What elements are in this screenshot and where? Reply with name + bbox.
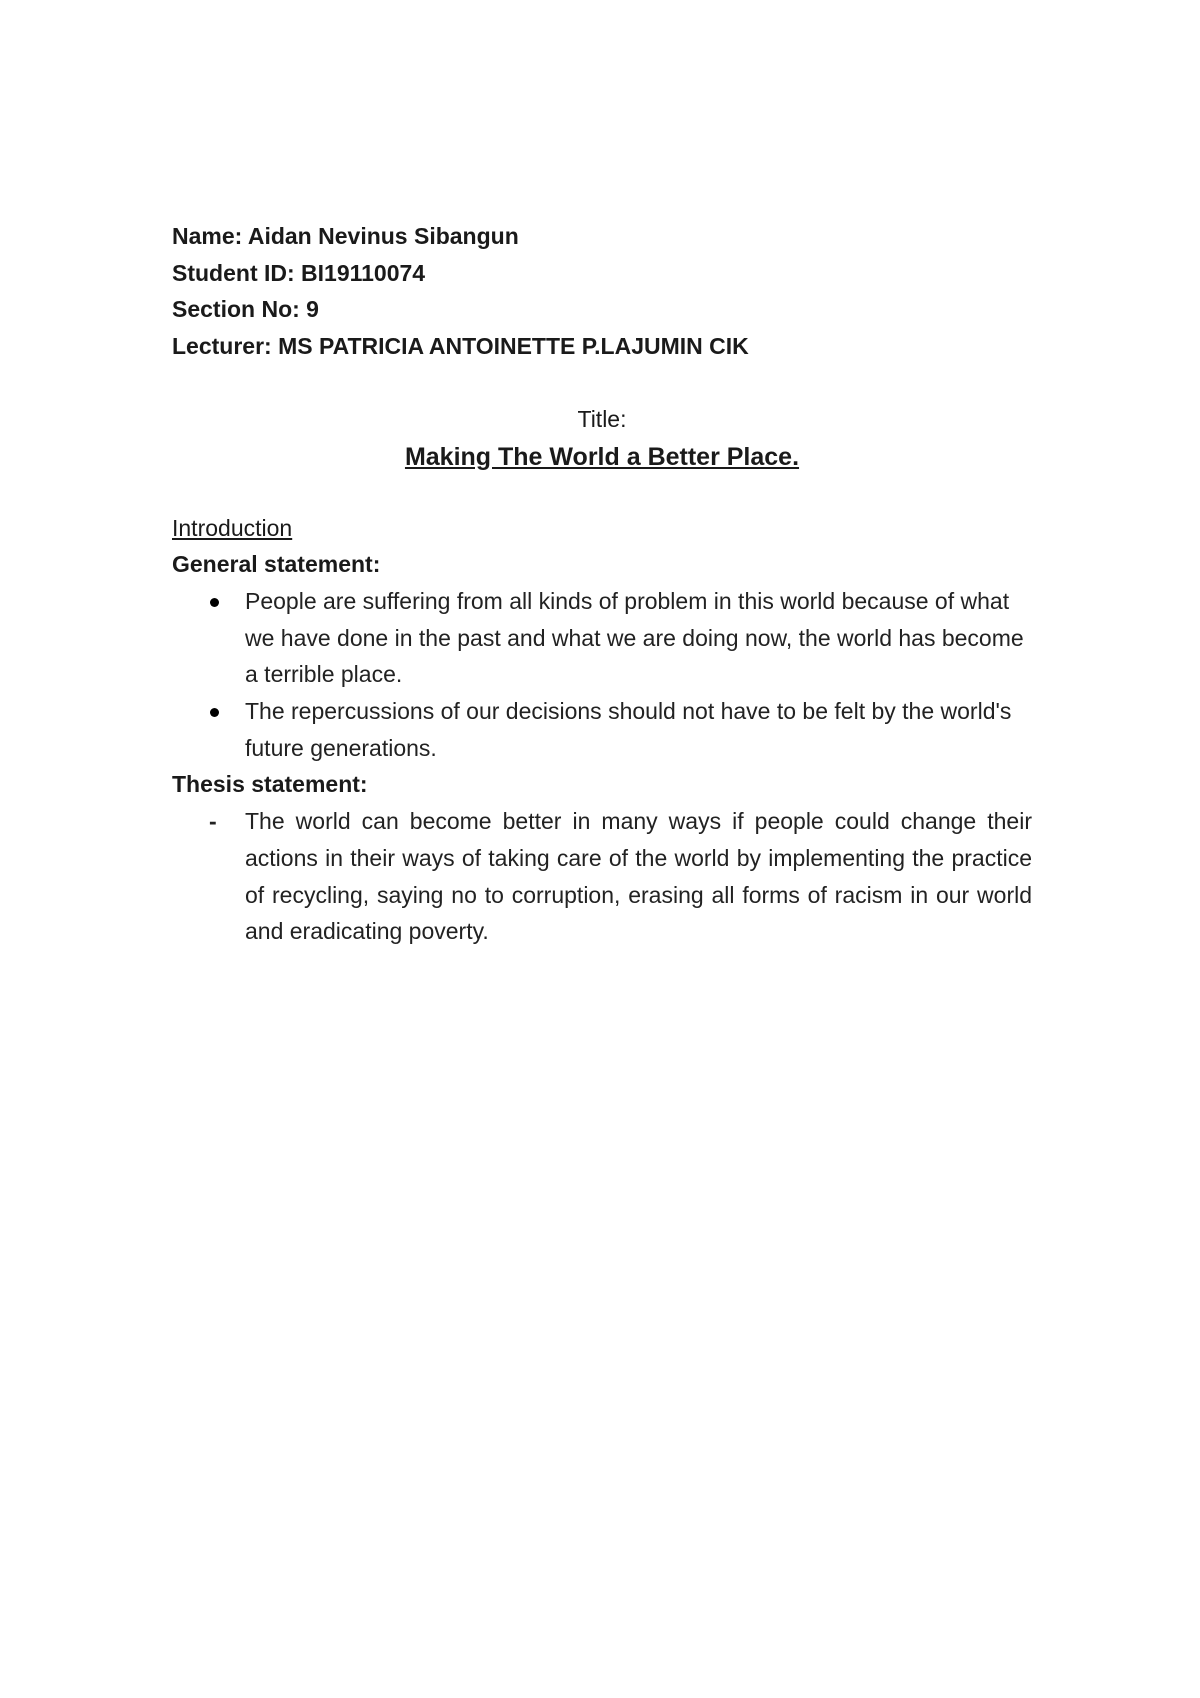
- document-title: Making The World a Better Place.: [404, 442, 800, 471]
- thesis-point-text: The world can become better in many ways if people could change their actions in their ways of taking care of the world by implementing the practice of recycling, saying no to corruption, erasing all forms of racism in our world and eradicating poverty.: [245, 808, 1032, 945]
- student-id-line: Student ID: BI19110074: [172, 259, 426, 286]
- section-line: Section No: 9: [172, 296, 319, 323]
- general-statement-list: [172, 583, 1032, 767]
- title-label: Title:: [577, 405, 627, 432]
- general-point-text: People are suffering from all kinds of problem in this world because of what we have done in the past and what we are doing now, the world has become a terrible place.: [245, 587, 1024, 688]
- list-item: [172, 583, 1032, 693]
- thesis-statement-heading: Thesis statement:: [172, 771, 368, 798]
- bullet-icon: [210, 708, 219, 717]
- general-point-text: The repercussions of our decisions should not have to be felt by the world's future generations.: [245, 698, 1012, 761]
- list-item: [172, 693, 1032, 766]
- document-content: [172, 218, 1032, 950]
- introduction-heading: Introduction: [172, 514, 293, 541]
- thesis-statement-list: [172, 803, 1032, 950]
- lecturer-line: Lecturer: MS PATRICIA ANTOINETTE P.LAJUMIN CIK: [172, 333, 749, 360]
- student-name-line: Name: Aidan Nevinus Sibangun: [172, 223, 519, 249]
- list-item: [172, 803, 1032, 950]
- dash-bullet-icon: -: [209, 808, 217, 835]
- bullet-icon: [210, 598, 219, 607]
- general-statement-heading: General statement:: [172, 551, 381, 578]
